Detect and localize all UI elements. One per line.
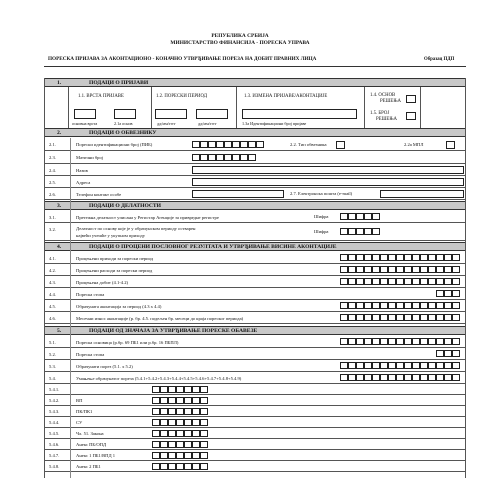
- row-5-4-6: 5.4.6. Анекс ПБ/ОПД: [44, 439, 466, 450]
- row-5-4-8: 5.4.8. Анекс 2 ПБ1: [44, 461, 466, 472]
- taxpayer-type-label: 2.2. Тип обвезника: [290, 142, 327, 147]
- calculated-advance-cells[interactable]: [340, 302, 460, 310]
- row-4-5: 4.5. Обрачуната аконтација за период (4.3 x 4.4): [44, 300, 466, 312]
- title-rule: [44, 66, 466, 67]
- row-5-4-3: 5.4.3. ПК/ПК1: [44, 406, 466, 417]
- row-2-4: 2.4. Назив: [44, 164, 466, 176]
- activity-code-label-1: Шифра: [314, 214, 329, 219]
- period-from-sublabel: дд/мм/гггг: [157, 121, 176, 126]
- row-4-1: 4.1. Процењени приходи за порески период: [44, 252, 466, 264]
- row-4-4: 4.4. Пореска стопа: [44, 288, 466, 300]
- republic-title: РЕПУБЛИКА СРБИЈА: [211, 33, 269, 39]
- section-3-header: 3. ПОДАЦИ О ДЕЛАТНОСТИ: [44, 201, 466, 210]
- tax-base-cells[interactable]: [340, 338, 460, 346]
- row-5-1: 5.1. Пореска основица (р.бр. 69 ПБ1 или р.бр. 16 ПБПЛ): [44, 336, 466, 348]
- mpl-input[interactable]: [446, 141, 455, 149]
- section-1-body: [44, 87, 466, 130]
- reduction-8-cells[interactable]: [152, 463, 208, 470]
- row-2-6: 2.6. Телефон контакт особе: [44, 188, 466, 200]
- reduction-5-cells[interactable]: [152, 430, 208, 437]
- reduction-7-cells[interactable]: [152, 452, 208, 459]
- address-input[interactable]: [192, 178, 464, 186]
- email-input[interactable]: [380, 190, 464, 198]
- decision-number-input[interactable]: [406, 112, 416, 120]
- reduction-1-cells[interactable]: [152, 386, 208, 393]
- email-label: 2.7. Електронска пошта (e-mail): [290, 191, 353, 196]
- report-type-sublabel: основна врста: [72, 121, 98, 126]
- activity-code-label-2: Шифра: [314, 229, 329, 234]
- row-3-1: 3.1. Претежна делатност уписана у Регистар Агенције за привредне регистре: [44, 211, 466, 223]
- row-4-2: 4.2. Процењени расходи за порески период: [44, 264, 466, 276]
- row-5-4-4: 5.4.4. СУ: [44, 417, 466, 428]
- period-from-input[interactable]: [155, 109, 187, 119]
- registration-number-cells[interactable]: [192, 154, 256, 162]
- amendment-id-sublabel: 1.3а Идентификациони број пријаве: [242, 121, 307, 126]
- number-column-divider: [70, 138, 71, 478]
- form-title: ПОРЕСКА ПРИЈАВА ЗА АКОНТАЦИОНО - КОНАЧНО УТВРЂИВАЊЕ ПОРЕЗА НА ДОБИТ ПРАВНИХ ЛИЦА: [48, 56, 317, 62]
- estimated-income-cells[interactable]: [340, 254, 460, 262]
- activity-code-cells-2[interactable]: [340, 228, 380, 236]
- row-4-3: 4.3. Процењена добит (4.1-4.2): [44, 276, 466, 288]
- report-type-input[interactable]: [74, 109, 96, 119]
- period-to-input[interactable]: [196, 109, 228, 119]
- row-4-6: 4.6. Месечни износ аконтације (р. бр. 4.5. подељен бр. месеци до краја пореског периода): [44, 312, 466, 324]
- row-3-2: 3.2. Делатност по основу које је у обрачунском периоду остварен највећи учешће у укупном приходу: [44, 223, 466, 241]
- row-5-4-1: 5.4.1.: [44, 384, 466, 395]
- name-input[interactable]: [192, 166, 464, 174]
- row-5-4-7: 5.4.7. Анекс 1 ПБ1/ВПД 1: [44, 450, 466, 461]
- reduction-4-cells[interactable]: [152, 419, 208, 426]
- monthly-advance-cells[interactable]: [340, 314, 460, 322]
- form-code: Образац ПДП: [424, 57, 455, 62]
- pib-cells[interactable]: [192, 141, 272, 149]
- row-2-5: 2.5. Адреса: [44, 176, 466, 188]
- decision-basis-label: 1.4. ОСНОВ: [370, 93, 396, 98]
- mpl-label: 2.2а МПЛ: [404, 142, 424, 147]
- ministry-title: МИНИСТАРСТВО ФИНАНСИЈА - ПОРЕСКА УПРАВА: [170, 40, 310, 46]
- section-4-header: 4. ПОДАЦИ О ПРОЦЕНИ ПОСЛОВНОГ РЕЗУЛТАТА И УТВРЂИВАЊЕ ВИСИНЕ АКОНТАЦИЈЕ: [44, 242, 466, 251]
- report-basis-sublabel: 2.1а основ: [114, 121, 133, 126]
- row-5-4-2: 5.4.2. ВП: [44, 395, 466, 406]
- report-type-label: 1.1. ВРСТА ПРИЈАВЕ: [78, 94, 124, 99]
- section-1-header: 1. ПОДАЦИ О ПРИЈАВИ: [44, 78, 466, 87]
- activity-code-cells-1[interactable]: [340, 213, 380, 221]
- phone-input[interactable]: [192, 190, 284, 198]
- estimated-expenses-cells[interactable]: [340, 266, 460, 274]
- taxpayer-type-input[interactable]: [336, 141, 345, 149]
- estimated-profit-cells[interactable]: [340, 278, 460, 286]
- tax-rate-cells-5[interactable]: [436, 350, 460, 358]
- report-basis-input[interactable]: [114, 109, 136, 119]
- decision-basis-input[interactable]: [406, 95, 416, 103]
- tax-rate-cells-4[interactable]: [436, 290, 460, 298]
- reduction-2-cells[interactable]: [152, 397, 208, 404]
- decision-number-label-2: РЕШЕЊА: [376, 117, 398, 122]
- decision-number-label: 1.5. БРОЈ: [370, 111, 390, 116]
- section-2-header: 2. ПОДАЦИ О ОБВЕЗНИКУ: [44, 128, 466, 137]
- row-5-3: 5.3. Обрачунати порез (5.1. x 5.2): [44, 360, 466, 372]
- row-5-2: 5.2. Пореска стопа: [44, 348, 466, 360]
- tax-period-label: 1.2. ПОРЕСКИ ПЕРИОД: [156, 94, 208, 99]
- row-2-1: 2.1. Порески идентификациони број (ПИБ): [44, 138, 466, 151]
- section-5-header: 5. ПОДАЦИ ОД ЗНАЧАЈА ЗА УТВРЂИВАЊЕ ПОРЕСКЕ ОБАВЕЗЕ: [44, 326, 466, 335]
- period-to-sublabel: дд/мм/гггг: [198, 121, 217, 126]
- tax-reduction-total-cells[interactable]: [340, 374, 460, 382]
- reduction-6-cells[interactable]: [152, 441, 208, 448]
- amendment-id-input[interactable]: [242, 109, 357, 119]
- row-2-3: 2.3. Матични број: [44, 151, 466, 164]
- row-5-4-5: 5.4.5. Чл. 51. Закона: [44, 428, 466, 439]
- form-right-border: [465, 78, 466, 478]
- decision-basis-label-2: РЕШЕЊА: [380, 99, 402, 104]
- amendment-label: 1.3. ИЗМЕНА ПРИЈАВЕ/АКОНТАЦИЈЕ: [244, 94, 328, 99]
- calculated-tax-cells[interactable]: [340, 362, 460, 370]
- reduction-3-cells[interactable]: [152, 408, 208, 415]
- row-5-4: 5.4. Умањење обрачунатог пореза (5.4.1+5.4.2+5.4.3+5.4.4+5.4.5+5.4.6+5.4.7+5.4.8+5.4.9): [44, 372, 466, 384]
- form-left-border: [44, 78, 45, 478]
